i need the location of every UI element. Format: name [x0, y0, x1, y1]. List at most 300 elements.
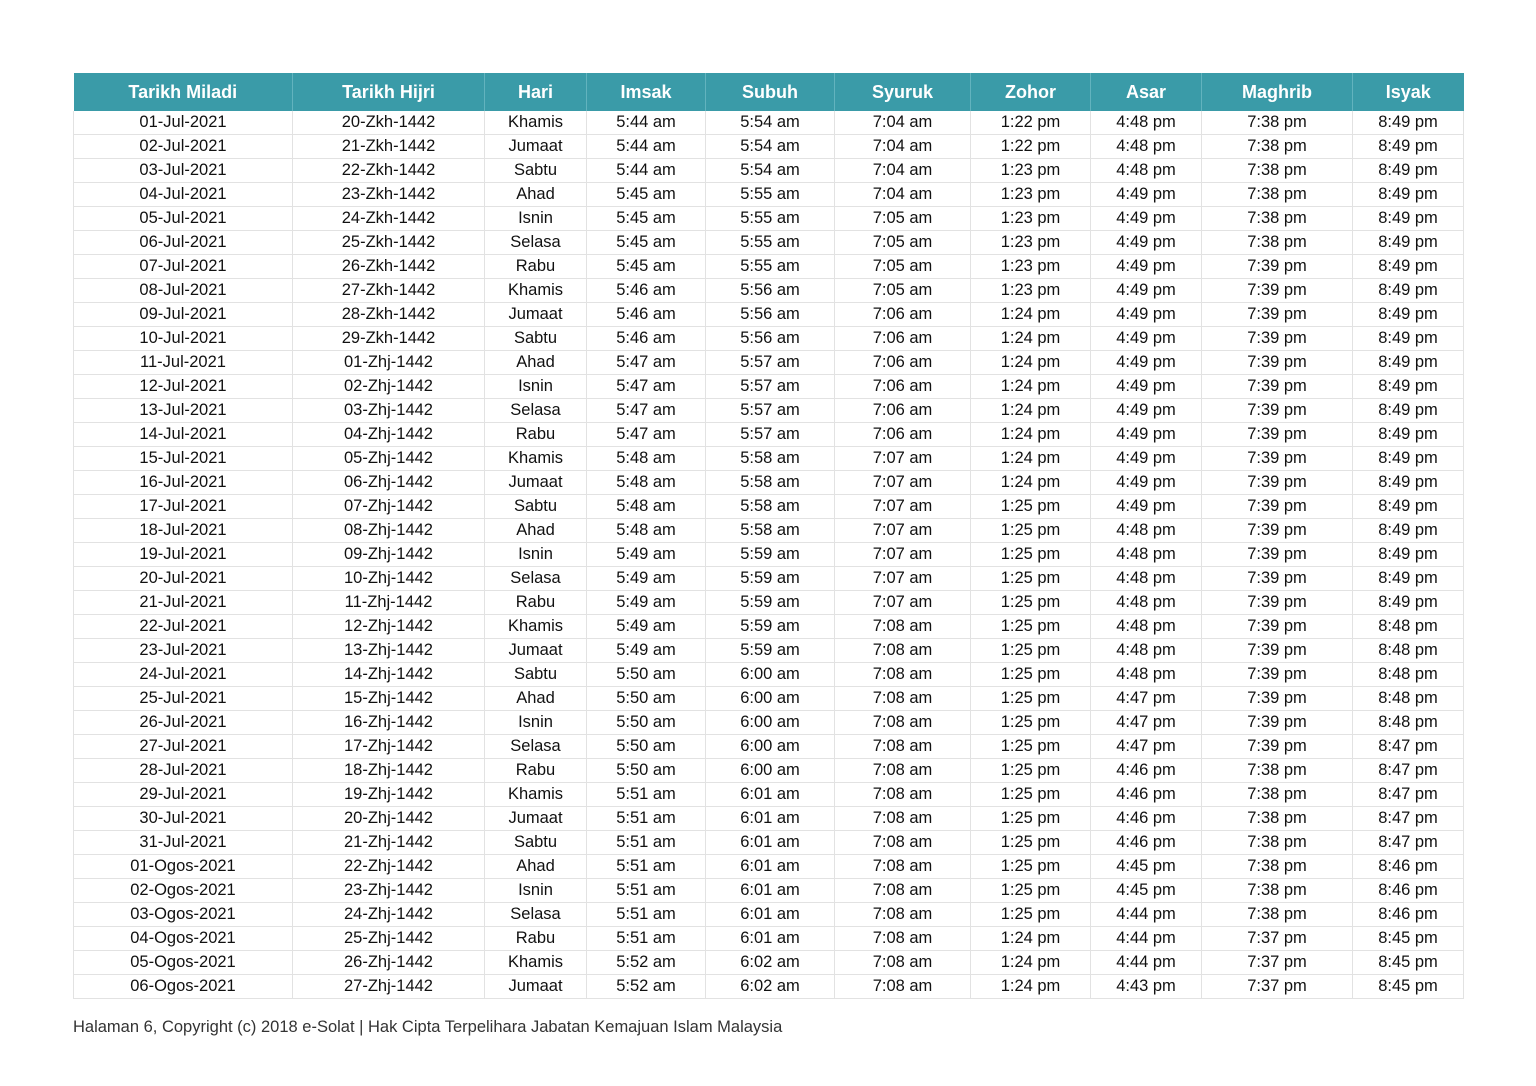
table-cell: 8:47 pm	[1353, 735, 1464, 759]
table-cell: 8:47 pm	[1353, 831, 1464, 855]
table-cell: 7:39 pm	[1202, 303, 1353, 327]
table-cell: 17-Zhj-1442	[293, 735, 485, 759]
table-cell: Rabu	[485, 423, 587, 447]
table-cell: 27-Jul-2021	[74, 735, 293, 759]
table-row	[74, 879, 1464, 903]
table-cell: 7:37 pm	[1202, 927, 1353, 951]
table-cell: 7:39 pm	[1202, 495, 1353, 519]
table-cell: 16-Zhj-1442	[293, 711, 485, 735]
table-cell: 4:45 pm	[1091, 879, 1202, 903]
table-cell: 4:49 pm	[1091, 279, 1202, 303]
table-cell: 20-Zkh-1442	[293, 111, 485, 135]
table-cell: 1:24 pm	[971, 471, 1091, 495]
table-row	[74, 255, 1464, 279]
table-cell: 1:23 pm	[971, 279, 1091, 303]
table-cell: 6:02 am	[706, 951, 835, 975]
table-cell: Ahad	[485, 183, 587, 207]
table-cell: 03-Zhj-1442	[293, 399, 485, 423]
table-cell: 22-Jul-2021	[74, 615, 293, 639]
table-row	[74, 615, 1464, 639]
table-cell: 4:45 pm	[1091, 855, 1202, 879]
table-cell: 06-Zhj-1442	[293, 471, 485, 495]
table-cell: 7:39 pm	[1202, 423, 1353, 447]
table-cell: 24-Zhj-1442	[293, 903, 485, 927]
table-cell: 1:24 pm	[971, 351, 1091, 375]
table-cell: 4:49 pm	[1091, 375, 1202, 399]
table-cell: 5:56 am	[706, 327, 835, 351]
table-cell: 7:39 pm	[1202, 279, 1353, 303]
table-cell: 8:49 pm	[1353, 183, 1464, 207]
table-cell: Jumaat	[485, 303, 587, 327]
table-cell: 7:39 pm	[1202, 327, 1353, 351]
table-cell: 7:38 pm	[1202, 135, 1353, 159]
table-cell: 4:49 pm	[1091, 255, 1202, 279]
table-cell: 8:49 pm	[1353, 519, 1464, 543]
table-cell: 1:24 pm	[971, 975, 1091, 999]
table-row	[74, 351, 1464, 375]
table-cell: 06-Ogos-2021	[74, 975, 293, 999]
table-cell: 5:45 am	[587, 255, 706, 279]
table-cell: 7:39 pm	[1202, 567, 1353, 591]
table-cell: 27-Zhj-1442	[293, 975, 485, 999]
table-cell: 05-Ogos-2021	[74, 951, 293, 975]
table-cell: 7:06 am	[835, 327, 971, 351]
table-cell: 1:23 pm	[971, 255, 1091, 279]
table-row	[74, 447, 1464, 471]
table-cell: 6:01 am	[706, 927, 835, 951]
table-cell: 5:58 am	[706, 447, 835, 471]
column-header: Tarikh Hijri	[293, 73, 485, 111]
table-cell: 5:49 am	[587, 639, 706, 663]
table-cell: 17-Jul-2021	[74, 495, 293, 519]
table-cell: 7:05 am	[835, 207, 971, 231]
table-cell: Isnin	[485, 207, 587, 231]
table-row	[74, 159, 1464, 183]
table-row	[74, 711, 1464, 735]
table-cell: Rabu	[485, 927, 587, 951]
table-body	[74, 111, 1464, 999]
table-row	[74, 111, 1464, 135]
table-row	[74, 207, 1464, 231]
table-cell: 4:48 pm	[1091, 519, 1202, 543]
table-cell: 1:25 pm	[971, 807, 1091, 831]
table-cell: 5:45 am	[587, 183, 706, 207]
table-cell: 29-Zkh-1442	[293, 327, 485, 351]
table-cell: 4:49 pm	[1091, 351, 1202, 375]
table-cell: 7:08 am	[835, 855, 971, 879]
table-cell: 4:48 pm	[1091, 135, 1202, 159]
column-header: Zohor	[971, 73, 1091, 111]
table-cell: 5:57 am	[706, 351, 835, 375]
table-cell: Sabtu	[485, 327, 587, 351]
table-cell: 8:48 pm	[1353, 615, 1464, 639]
table-cell: 5:58 am	[706, 471, 835, 495]
table-cell: 8:49 pm	[1353, 591, 1464, 615]
table-cell: 7:08 am	[835, 663, 971, 687]
table-cell: 7:04 am	[835, 111, 971, 135]
table-cell: 7:07 am	[835, 543, 971, 567]
table-cell: 05-Jul-2021	[74, 207, 293, 231]
table-cell: 1:25 pm	[971, 639, 1091, 663]
table-cell: Khamis	[485, 951, 587, 975]
table-cell: 7:39 pm	[1202, 711, 1353, 735]
table-cell: 7:39 pm	[1202, 351, 1353, 375]
table-row	[74, 231, 1464, 255]
column-header: Maghrib	[1202, 73, 1353, 111]
table-cell: 1:25 pm	[971, 567, 1091, 591]
table-cell: 5:47 am	[587, 351, 706, 375]
table-cell: 5:44 am	[587, 111, 706, 135]
table-cell: 5:52 am	[587, 951, 706, 975]
table-cell: 6:02 am	[706, 975, 835, 999]
table-cell: Selasa	[485, 231, 587, 255]
table-cell: 08-Zhj-1442	[293, 519, 485, 543]
table-row	[74, 423, 1464, 447]
table-cell: 7:08 am	[835, 783, 971, 807]
table-cell: 4:47 pm	[1091, 735, 1202, 759]
table-cell: 7:37 pm	[1202, 951, 1353, 975]
table-cell: 07-Jul-2021	[74, 255, 293, 279]
table-cell: 03-Jul-2021	[74, 159, 293, 183]
table-cell: 5:47 am	[587, 399, 706, 423]
table-cell: 19-Jul-2021	[74, 543, 293, 567]
table-cell: 1:25 pm	[971, 543, 1091, 567]
table-cell: 31-Jul-2021	[74, 831, 293, 855]
table-cell: 7:08 am	[835, 951, 971, 975]
table-cell: 7:08 am	[835, 903, 971, 927]
table-cell: 1:24 pm	[971, 423, 1091, 447]
table-cell: 6:00 am	[706, 735, 835, 759]
table-cell: 4:44 pm	[1091, 927, 1202, 951]
table-cell: 7:38 pm	[1202, 903, 1353, 927]
column-header: Syuruk	[835, 73, 971, 111]
table-cell: 5:59 am	[706, 639, 835, 663]
table-cell: 5:50 am	[587, 735, 706, 759]
table-cell: 28-Jul-2021	[74, 759, 293, 783]
table-cell: 7:06 am	[835, 423, 971, 447]
table-cell: 09-Jul-2021	[74, 303, 293, 327]
table-cell: 5:51 am	[587, 783, 706, 807]
table-cell: 12-Zhj-1442	[293, 615, 485, 639]
table-cell: 02-Ogos-2021	[74, 879, 293, 903]
table-cell: 1:24 pm	[971, 951, 1091, 975]
table-cell: 7:04 am	[835, 135, 971, 159]
table-cell: 7:07 am	[835, 495, 971, 519]
table-cell: 21-Jul-2021	[74, 591, 293, 615]
table-cell: 5:56 am	[706, 303, 835, 327]
table-cell: 02-Jul-2021	[74, 135, 293, 159]
table-cell: 7:38 pm	[1202, 207, 1353, 231]
table-cell: 4:46 pm	[1091, 759, 1202, 783]
table-cell: 7:39 pm	[1202, 255, 1353, 279]
table-cell: 4:47 pm	[1091, 687, 1202, 711]
table-cell: 8:49 pm	[1353, 543, 1464, 567]
table-cell: 20-Zhj-1442	[293, 807, 485, 831]
table-cell: 7:39 pm	[1202, 471, 1353, 495]
table-cell: 8:46 pm	[1353, 903, 1464, 927]
table-cell: 5:50 am	[587, 711, 706, 735]
table-cell: 5:57 am	[706, 423, 835, 447]
table-cell: 7:08 am	[835, 975, 971, 999]
table-row	[74, 975, 1464, 999]
table-cell: 14-Zhj-1442	[293, 663, 485, 687]
table-row	[74, 951, 1464, 975]
table-cell: 1:25 pm	[971, 663, 1091, 687]
table-cell: 07-Zhj-1442	[293, 495, 485, 519]
table-cell: 23-Jul-2021	[74, 639, 293, 663]
table-cell: 4:48 pm	[1091, 567, 1202, 591]
table-cell: 4:48 pm	[1091, 615, 1202, 639]
table-cell: 5:48 am	[587, 471, 706, 495]
table-cell: 6:01 am	[706, 831, 835, 855]
table-cell: 30-Jul-2021	[74, 807, 293, 831]
table-row	[74, 903, 1464, 927]
table-cell: 1:24 pm	[971, 303, 1091, 327]
table-cell: 7:06 am	[835, 351, 971, 375]
table-cell: Jumaat	[485, 639, 587, 663]
table-cell: 8:49 pm	[1353, 159, 1464, 183]
table-cell: 4:49 pm	[1091, 327, 1202, 351]
table-cell: 4:49 pm	[1091, 471, 1202, 495]
column-header: Tarikh Miladi	[74, 73, 293, 111]
table-cell: 4:48 pm	[1091, 663, 1202, 687]
table-cell: 7:38 pm	[1202, 159, 1353, 183]
table-cell: 8:49 pm	[1353, 303, 1464, 327]
table-cell: 5:46 am	[587, 303, 706, 327]
table-cell: 1:22 pm	[971, 135, 1091, 159]
table-cell: 7:08 am	[835, 927, 971, 951]
table-cell: 6:00 am	[706, 663, 835, 687]
table-cell: Selasa	[485, 903, 587, 927]
table-cell: 4:48 pm	[1091, 543, 1202, 567]
table-cell: Jumaat	[485, 807, 587, 831]
table-cell: 22-Zkh-1442	[293, 159, 485, 183]
table-cell: 01-Ogos-2021	[74, 855, 293, 879]
page-footer: Halaman 6, Copyright (c) 2018 e-Solat | Hak Cipta Terpelihara Jabatan Kemajuan Islam Malaysia	[73, 1018, 783, 1036]
table-cell: 7:38 pm	[1202, 807, 1353, 831]
table-row	[74, 783, 1464, 807]
table-cell: 7:38 pm	[1202, 783, 1353, 807]
table-cell: 7:39 pm	[1202, 399, 1353, 423]
table-cell: 24-Zkh-1442	[293, 207, 485, 231]
table-cell: 1:24 pm	[971, 927, 1091, 951]
table-cell: Rabu	[485, 759, 587, 783]
table-cell: 14-Jul-2021	[74, 423, 293, 447]
column-header: Subuh	[706, 73, 835, 111]
table-cell: 5:44 am	[587, 135, 706, 159]
table-cell: 7:38 pm	[1202, 855, 1353, 879]
table-row	[74, 735, 1464, 759]
table-cell: 1:25 pm	[971, 687, 1091, 711]
table-cell: 1:24 pm	[971, 447, 1091, 471]
table-row	[74, 855, 1464, 879]
table-cell: 5:57 am	[706, 375, 835, 399]
table-cell: 25-Zkh-1442	[293, 231, 485, 255]
table-cell: 8:49 pm	[1353, 471, 1464, 495]
table-cell: Sabtu	[485, 159, 587, 183]
table-cell: 7:08 am	[835, 735, 971, 759]
table-cell: 5:52 am	[587, 975, 706, 999]
table-row	[74, 375, 1464, 399]
table-cell: 15-Jul-2021	[74, 447, 293, 471]
table-cell: Khamis	[485, 783, 587, 807]
table-cell: 1:25 pm	[971, 591, 1091, 615]
table-row	[74, 927, 1464, 951]
table-cell: 10-Jul-2021	[74, 327, 293, 351]
table-cell: 18-Jul-2021	[74, 519, 293, 543]
table-cell: 4:48 pm	[1091, 111, 1202, 135]
table-cell: 6:01 am	[706, 903, 835, 927]
table-cell: 1:23 pm	[971, 231, 1091, 255]
table-cell: 7:07 am	[835, 591, 971, 615]
table-cell: 8:45 pm	[1353, 951, 1464, 975]
table-cell: 5:56 am	[706, 279, 835, 303]
table-row	[74, 303, 1464, 327]
table-cell: Khamis	[485, 615, 587, 639]
table-cell: 7:08 am	[835, 759, 971, 783]
table-row	[74, 759, 1464, 783]
table-cell: 4:46 pm	[1091, 831, 1202, 855]
table-cell: 6:00 am	[706, 759, 835, 783]
table-cell: 4:49 pm	[1091, 183, 1202, 207]
table-cell: 7:08 am	[835, 807, 971, 831]
table-cell: 6:00 am	[706, 711, 835, 735]
table-cell: 1:25 pm	[971, 759, 1091, 783]
table-cell: 18-Zhj-1442	[293, 759, 485, 783]
table-cell: 1:25 pm	[971, 495, 1091, 519]
table-cell: 5:54 am	[706, 159, 835, 183]
table-cell: 8:47 pm	[1353, 783, 1464, 807]
table-cell: 5:50 am	[587, 663, 706, 687]
table-cell: 21-Zkh-1442	[293, 135, 485, 159]
table-cell: Ahad	[485, 351, 587, 375]
table-cell: 5:59 am	[706, 591, 835, 615]
table-cell: 8:49 pm	[1353, 567, 1464, 591]
table-cell: 7:08 am	[835, 639, 971, 663]
table-cell: 8:49 pm	[1353, 255, 1464, 279]
table-cell: 7:04 am	[835, 159, 971, 183]
table-cell: Isnin	[485, 375, 587, 399]
table-cell: 8:48 pm	[1353, 663, 1464, 687]
table-cell: 5:46 am	[587, 279, 706, 303]
table-cell: 1:25 pm	[971, 615, 1091, 639]
table-cell: 5:45 am	[587, 231, 706, 255]
table-cell: 20-Jul-2021	[74, 567, 293, 591]
table-cell: 7:39 pm	[1202, 639, 1353, 663]
table-cell: 1:24 pm	[971, 375, 1091, 399]
column-header: Isyak	[1353, 73, 1464, 111]
table-cell: 5:44 am	[587, 159, 706, 183]
table-cell: 6:01 am	[706, 879, 835, 903]
table-cell: 5:55 am	[706, 255, 835, 279]
table-row	[74, 591, 1464, 615]
table-cell: 4:49 pm	[1091, 231, 1202, 255]
table-row	[74, 327, 1464, 351]
table-cell: 7:08 am	[835, 831, 971, 855]
table-cell: 1:25 pm	[971, 735, 1091, 759]
table-cell: 01-Zhj-1442	[293, 351, 485, 375]
table-cell: Jumaat	[485, 975, 587, 999]
table-cell: 22-Zhj-1442	[293, 855, 485, 879]
table-cell: 7:38 pm	[1202, 183, 1353, 207]
table-cell: 5:48 am	[587, 447, 706, 471]
table-cell: 01-Jul-2021	[74, 111, 293, 135]
table-cell: Selasa	[485, 567, 587, 591]
table-cell: 8:49 pm	[1353, 423, 1464, 447]
table-cell: 7:39 pm	[1202, 543, 1353, 567]
table-cell: Khamis	[485, 279, 587, 303]
table-cell: Selasa	[485, 399, 587, 423]
table-cell: 7:39 pm	[1202, 519, 1353, 543]
table-row	[74, 471, 1464, 495]
table-cell: 4:46 pm	[1091, 807, 1202, 831]
table-cell: 7:07 am	[835, 471, 971, 495]
table-cell: Ahad	[485, 687, 587, 711]
table-header-row	[74, 73, 1464, 111]
column-header: Asar	[1091, 73, 1202, 111]
table-cell: 29-Jul-2021	[74, 783, 293, 807]
table-cell: 25-Jul-2021	[74, 687, 293, 711]
table-cell: 4:44 pm	[1091, 903, 1202, 927]
table-cell: 13-Zhj-1442	[293, 639, 485, 663]
table-cell: 1:24 pm	[971, 399, 1091, 423]
table-cell: 7:37 pm	[1202, 975, 1353, 999]
table-cell: 7:07 am	[835, 519, 971, 543]
table-cell: Selasa	[485, 735, 587, 759]
table-cell: 08-Jul-2021	[74, 279, 293, 303]
table-cell: 7:39 pm	[1202, 447, 1353, 471]
table-cell: 19-Zhj-1442	[293, 783, 485, 807]
table-cell: 8:49 pm	[1353, 375, 1464, 399]
table-cell: 7:06 am	[835, 375, 971, 399]
table-cell: 8:49 pm	[1353, 327, 1464, 351]
table-cell: 16-Jul-2021	[74, 471, 293, 495]
table-cell: 8:49 pm	[1353, 351, 1464, 375]
table-cell: 7:38 pm	[1202, 831, 1353, 855]
table-cell: 5:48 am	[587, 519, 706, 543]
table-cell: 1:25 pm	[971, 783, 1091, 807]
table-cell: Sabtu	[485, 663, 587, 687]
table-cell: 5:51 am	[587, 879, 706, 903]
table-cell: 4:49 pm	[1091, 447, 1202, 471]
table-row	[74, 135, 1464, 159]
table-cell: 8:49 pm	[1353, 111, 1464, 135]
table-cell: 5:59 am	[706, 615, 835, 639]
table-cell: 4:47 pm	[1091, 711, 1202, 735]
table-cell: 8:49 pm	[1353, 399, 1464, 423]
table-cell: 1:25 pm	[971, 855, 1091, 879]
table-cell: 8:46 pm	[1353, 855, 1464, 879]
table-cell: 5:50 am	[587, 687, 706, 711]
table-cell: 8:49 pm	[1353, 231, 1464, 255]
table-row	[74, 279, 1464, 303]
table-cell: 5:55 am	[706, 207, 835, 231]
table-cell: 8:47 pm	[1353, 807, 1464, 831]
table-cell: 7:38 pm	[1202, 111, 1353, 135]
table-cell: 04-Ogos-2021	[74, 927, 293, 951]
column-header: Imsak	[587, 73, 706, 111]
table-cell: 5:49 am	[587, 615, 706, 639]
table-row	[74, 807, 1464, 831]
table-row	[74, 639, 1464, 663]
table-cell: 4:48 pm	[1091, 639, 1202, 663]
table-cell: 23-Zhj-1442	[293, 879, 485, 903]
table-cell: Khamis	[485, 447, 587, 471]
table-cell: 7:05 am	[835, 231, 971, 255]
table-cell: 7:06 am	[835, 303, 971, 327]
table-cell: 8:47 pm	[1353, 759, 1464, 783]
table-cell: 8:49 pm	[1353, 279, 1464, 303]
